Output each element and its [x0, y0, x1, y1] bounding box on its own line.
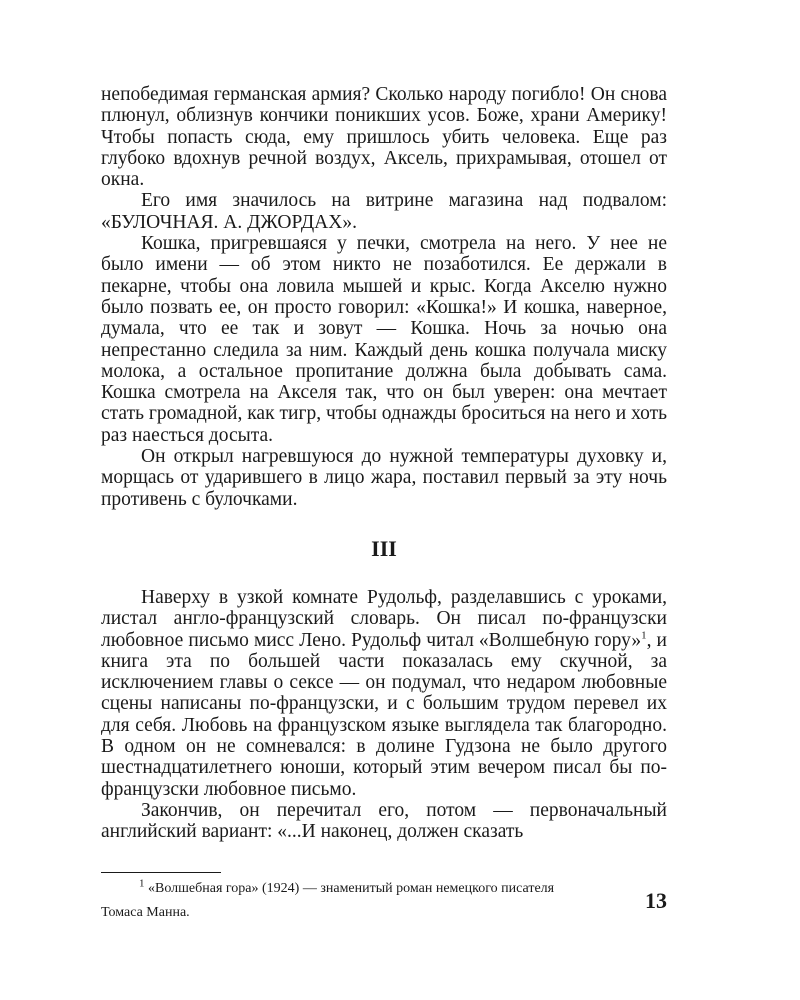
footnote-text: «Волшебная гора» (1924) — знаменитый роман немецкого писателя Томаса Манна.	[101, 881, 555, 920]
footnote-marker: 1	[139, 877, 145, 890]
footnote-divider	[101, 872, 221, 873]
paragraph-3: Кошка, пригревшаяся у печки, смотрела на него. У нее не было имени — об этом никто не позаботился. Ее держали в пекарне, чтобы она ловила мышей и крыс. Когда Акселю нужно было позвать ее, он просто говорил: «Кошка!» И кошка, наверное, думала, что ее так и зовут — Кошка. Ночь за ночью она непрестанно следила за ним. Каждый день кошка получала миску молока, а остальное пропитание должна была добывать сама. Кошка смотрела на Акселя так, что он был уверен: она мечтает стать громадной, как тигр, чтобы однажды броситься на него и хоть раз наесться досыта.	[101, 233, 667, 446]
paragraph-5	[101, 587, 667, 800]
paragraph-4: Он открыл нагревшуюся до нужной температуры духовку и, морщась от ударившего в лицо жара, поставил первый за эту ночь противень с булочками.	[101, 446, 667, 510]
footnote	[101, 877, 571, 925]
footnote-reference: 1	[641, 629, 647, 642]
paragraph-6: Закончив, он перечитал его, потом — первоначальный английский вариант: «...И наконец, должен сказать	[101, 799, 667, 843]
paragraph-2: Его имя значилось на витрине магазина над подвалом: «БУЛОЧНАЯ. А. ДЖОРДАХ».	[101, 190, 667, 233]
paragraph-1: непобедимая германская армия? Сколько народу погибло! Он снова плюнул, облизнув кончики поникших усов. Боже, храни Америку! Чтобы попасть сюда, ему пришлось убить человека. Еще раз глубоко вдохнув речной воздух, Аксель, прихрамывая, отошел от окна.	[101, 84, 667, 191]
page-number: 13	[645, 888, 667, 913]
page-body	[101, 84, 667, 843]
chapter-heading: III	[371, 535, 397, 561]
paragraph-5-part-b: , и книга эта по большей части показалась ему скучной, за исключением главы о сексе — он подумал, что недаром любовные сцены написаны по-французски, и с большим трудом перевел их для себя. Любовь на французском языке выглядела так благородно. В одном он не сомневался: в долине Гудзона не было другого шестнадцатилетнего юноши, который этим вечером писал бы по-французски любовное письмо.	[101, 629, 667, 800]
paragraph-5-part-a: Наверху в узкой комнате Рудольф, разделавшись с уроками, листал англо-французский словарь. Он писал по-французски любовное письмо мисс Лено. Рудольф читал «Волшебную гору»	[101, 586, 667, 651]
